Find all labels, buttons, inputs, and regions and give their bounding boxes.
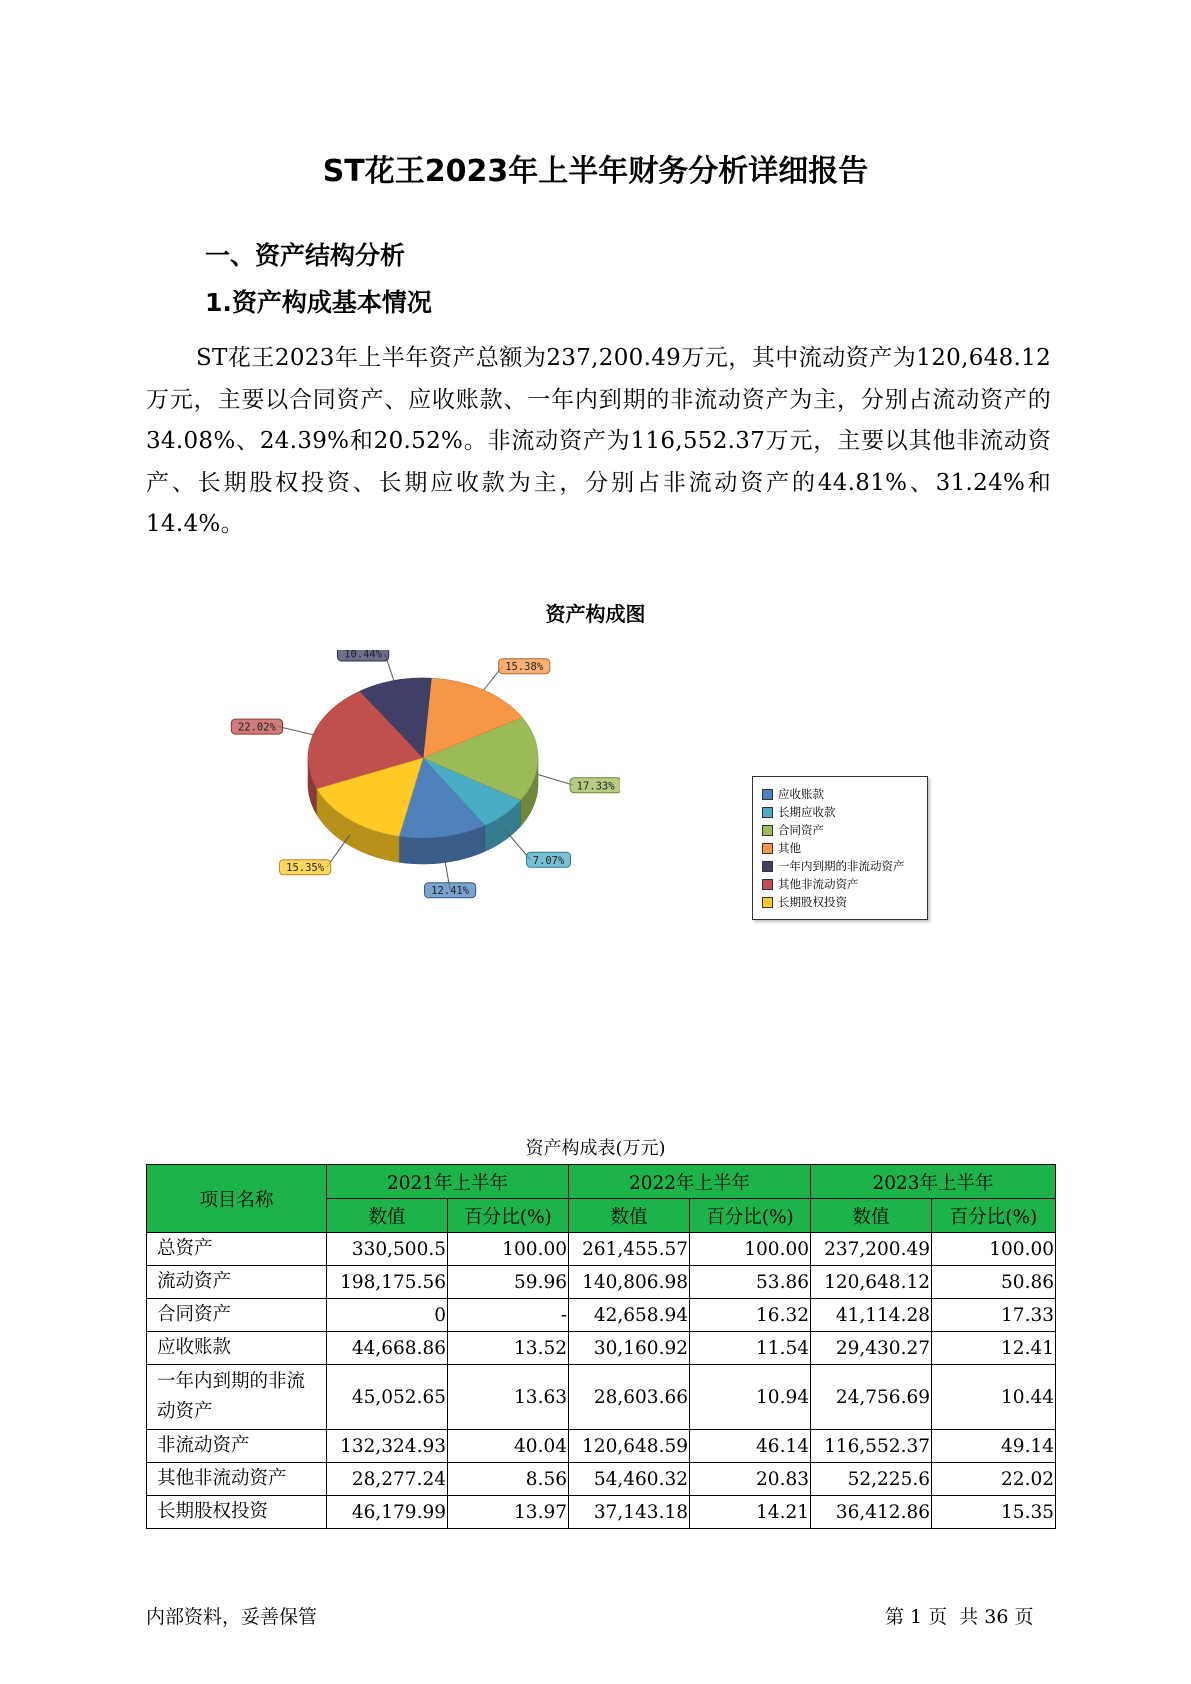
value-cell: 116,552.37 bbox=[811, 1430, 932, 1463]
legend-label: 合同资产 bbox=[778, 823, 824, 837]
value-cell: 330,500.5 bbox=[327, 1233, 448, 1266]
table-row bbox=[147, 1299, 1056, 1332]
percent-cell: 46.14 bbox=[690, 1430, 811, 1463]
value-cell: 261,455.57 bbox=[569, 1233, 690, 1266]
legend-item bbox=[762, 785, 927, 803]
section-heading: 一、资产结构分析 bbox=[205, 241, 406, 270]
row-label: 合同资产 bbox=[147, 1299, 327, 1332]
chart-title: 资产构成图 bbox=[545, 602, 646, 626]
asset-table bbox=[146, 1164, 1056, 1529]
value-cell: 45,052.65 bbox=[327, 1365, 448, 1430]
percent-cell: 10.94 bbox=[690, 1365, 811, 1430]
percent-cell: 14.21 bbox=[690, 1496, 811, 1529]
footer-confidential-note: 内部资料，妥善保管 bbox=[146, 1606, 318, 1628]
legend-item bbox=[762, 875, 927, 893]
value-cell: 132,324.93 bbox=[327, 1430, 448, 1463]
legend-label: 应收账款 bbox=[778, 787, 824, 801]
label-leader-line bbox=[538, 775, 574, 786]
data-label: 10.44% bbox=[344, 650, 383, 661]
value-cell: 24,756.69 bbox=[811, 1365, 932, 1430]
percent-cell: 100.00 bbox=[932, 1233, 1056, 1266]
legend-item bbox=[762, 893, 927, 911]
value-cell: 29,430.27 bbox=[811, 1332, 932, 1365]
value-cell: 28,277.24 bbox=[327, 1463, 448, 1496]
percent-cell: 12.41 bbox=[932, 1332, 1056, 1365]
percent-cell: - bbox=[448, 1299, 569, 1332]
legend-swatch bbox=[762, 897, 773, 908]
data-label: 17.33% bbox=[576, 780, 615, 793]
value-cell: 0 bbox=[327, 1299, 448, 1332]
table-row bbox=[147, 1463, 1056, 1496]
subheader-value: 数值 bbox=[327, 1199, 448, 1233]
value-cell: 237,200.49 bbox=[811, 1233, 932, 1266]
percent-cell: 13.97 bbox=[448, 1496, 569, 1529]
footer-page-number: 第 1 页 共 36 页 bbox=[885, 1606, 1034, 1628]
value-cell: 198,175.56 bbox=[327, 1266, 448, 1299]
table-row bbox=[147, 1365, 1056, 1430]
subheader-value: 数值 bbox=[811, 1199, 932, 1233]
data-label: 22.02% bbox=[237, 721, 276, 734]
legend-swatch bbox=[762, 825, 773, 836]
row-label: 应收账款 bbox=[147, 1332, 327, 1365]
asset-pie-chart bbox=[230, 650, 620, 910]
value-cell: 120,648.12 bbox=[811, 1266, 932, 1299]
value-cell: 54,460.32 bbox=[569, 1463, 690, 1496]
value-cell: 52,225.6 bbox=[811, 1463, 932, 1496]
document-title: ST花王2023年上半年财务分析详细报告 bbox=[322, 154, 869, 189]
table-caption: 资产构成表(万元) bbox=[525, 1138, 666, 1159]
subheader-percent: 百分比(%) bbox=[932, 1199, 1056, 1233]
percent-cell: 16.32 bbox=[690, 1299, 811, 1332]
value-cell: 30,160.92 bbox=[569, 1332, 690, 1365]
subheader-percent: 百分比(%) bbox=[448, 1199, 569, 1233]
row-label: 总资产 bbox=[147, 1233, 327, 1266]
percent-cell: 50.86 bbox=[932, 1266, 1056, 1299]
body-paragraph: ST花王2023年上半年资产总额为237,200.49万元，其中流动资产为120,648.12万元，主要以合同资产、应收账款、一年内到期的非流动资产为主，分别占流动资产的34.08%、24.39%和20.52%。非流动资产为116,552.37万元，主要以其他非流动资产、长期股权投资、长期应收款为主，分别占非流动资产的44.81%、31.24%和14.4%。 bbox=[146, 345, 1051, 537]
legend-item bbox=[762, 821, 927, 839]
row-label: 非流动资产 bbox=[147, 1430, 327, 1463]
legend-label: 其他非流动资产 bbox=[778, 877, 859, 891]
subsection-heading: 1.资产构成基本情况 bbox=[205, 288, 432, 317]
legend-item bbox=[762, 839, 927, 857]
value-cell: 28,603.66 bbox=[569, 1365, 690, 1430]
percent-cell: 13.63 bbox=[448, 1365, 569, 1430]
legend-swatch bbox=[762, 789, 773, 800]
percent-cell: 10.44 bbox=[932, 1365, 1056, 1430]
subheader-percent: 百分比(%) bbox=[690, 1199, 811, 1233]
value-cell: 44,668.86 bbox=[327, 1332, 448, 1365]
table-row bbox=[147, 1266, 1056, 1299]
percent-cell: 100.00 bbox=[448, 1233, 569, 1266]
row-label: 其他非流动资产 bbox=[147, 1463, 327, 1496]
legend-swatch bbox=[762, 861, 773, 872]
percent-cell: 20.83 bbox=[690, 1463, 811, 1496]
value-cell: 42,658.94 bbox=[569, 1299, 690, 1332]
header-period-2021: 2021年上半年 bbox=[327, 1165, 569, 1199]
legend-label: 一年内到期的非流动资产 bbox=[778, 859, 905, 873]
percent-cell: 17.33 bbox=[932, 1299, 1056, 1332]
legend-item bbox=[762, 803, 927, 821]
legend-label: 其他 bbox=[778, 841, 801, 855]
value-cell: 120,648.59 bbox=[569, 1430, 690, 1463]
percent-cell: 49.14 bbox=[932, 1430, 1056, 1463]
percent-cell: 22.02 bbox=[932, 1463, 1056, 1496]
row-label: 流动资产 bbox=[147, 1266, 327, 1299]
legend-swatch bbox=[762, 807, 773, 818]
percent-cell: 59.96 bbox=[448, 1266, 569, 1299]
legend-label: 长期股权投资 bbox=[778, 895, 847, 909]
table-row bbox=[147, 1332, 1056, 1365]
table-row bbox=[147, 1496, 1056, 1529]
table-row bbox=[147, 1430, 1056, 1463]
table-row bbox=[147, 1233, 1056, 1266]
data-label: 12.41% bbox=[431, 885, 470, 898]
value-cell: 41,114.28 bbox=[811, 1299, 932, 1332]
value-cell: 37,143.18 bbox=[569, 1496, 690, 1529]
value-cell: 46,179.99 bbox=[327, 1496, 448, 1529]
value-cell: 140,806.98 bbox=[569, 1266, 690, 1299]
legend-item bbox=[762, 857, 927, 875]
value-cell: 36,412.86 bbox=[811, 1496, 932, 1529]
percent-cell: 40.04 bbox=[448, 1430, 569, 1463]
header-item-name: 项目名称 bbox=[147, 1165, 327, 1233]
data-label: 7.07% bbox=[532, 854, 565, 867]
percent-cell: 13.52 bbox=[448, 1332, 569, 1365]
row-label: 一年内到期的非流动资产 bbox=[147, 1365, 327, 1430]
percent-cell: 15.35 bbox=[932, 1496, 1056, 1529]
header-period-2022: 2022年上半年 bbox=[569, 1165, 811, 1199]
percent-cell: 8.56 bbox=[448, 1463, 569, 1496]
legend-label: 长期应收款 bbox=[778, 805, 836, 819]
percent-cell: 53.86 bbox=[690, 1266, 811, 1299]
percent-cell: 100.00 bbox=[690, 1233, 811, 1266]
data-label: 15.38% bbox=[505, 661, 544, 674]
subheader-value: 数值 bbox=[569, 1199, 690, 1233]
legend-swatch bbox=[762, 879, 773, 890]
data-label: 15.35% bbox=[286, 862, 325, 875]
row-label: 长期股权投资 bbox=[147, 1496, 327, 1529]
legend-swatch bbox=[762, 843, 773, 854]
header-period-2023: 2023年上半年 bbox=[811, 1165, 1056, 1199]
chart-legend bbox=[752, 776, 928, 920]
percent-cell: 11.54 bbox=[690, 1332, 811, 1365]
label-leader-line bbox=[279, 727, 314, 735]
